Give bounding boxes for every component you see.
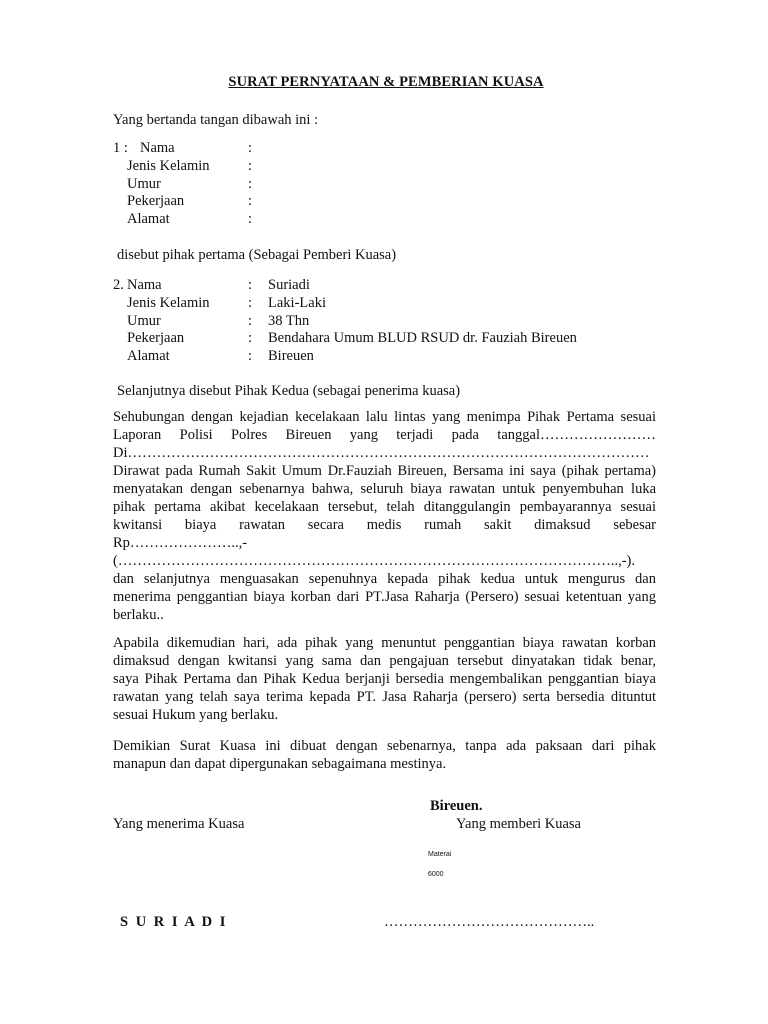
liability-paragraph [113,634,656,724]
paragraph-line: pihak pertama akibat kecelakaan tersebut, telah ditanggulangin pembayarannya sesuai [113,499,656,515]
field-value: Laki-Laki [268,295,326,311]
paragraph-line: sesuai Hukum yang berlaku. [113,707,279,723]
field-label: Pekerjaan [127,193,185,209]
field-colon: : [248,211,253,227]
field-colon: : [248,295,253,311]
field-colon: : [248,158,253,174]
paragraph-line: (…………………………………………………………………………………………..,-). [113,553,635,569]
field-value: 38 Thn [268,313,310,329]
paragraph-line: Sehubungan dengan kejadian kecelakaan lalu lintas yang menimpa Pihak Pertama sesuai [113,409,656,425]
party2-number: 2. [113,277,124,293]
field-colon: : [248,313,253,329]
document-title: SURAT PERNYATAAN & PEMBERIAN KUASA [228,74,544,90]
field-value: Suriadi [268,277,310,293]
field-label: Umur [127,176,161,192]
paragraph-line: rawatan yang telah saya terima kepada PT. Jasa Raharja (persero) serta bersedia dituntut [113,689,656,705]
paragraph-line: Laporan Polisi Polres Bireuen yang terjadi pada tanggal…………………… [113,427,656,443]
statement-paragraph [113,408,656,624]
paragraph-line: Demikian Surat Kuasa ini dibuat dengan sebenarnya, tanpa ada paksaan dari pihak [113,738,656,754]
paragraph-line: Apabila dikemudian hari, ada pihak yang menuntut penggantian biaya rawatan korban [113,635,656,651]
paragraph-line: menerima penggantian biaya korban dari PT.Jasa Raharja (Persero) sesuai ketentuan yang [113,589,656,605]
field-label: Jenis Kelamin [127,295,210,311]
field-colon: : [248,330,253,346]
field-label: Umur [127,313,161,329]
party1-number: 1 : [113,140,128,156]
intro-text: Yang bertanda tangan dibawah ini : [113,112,319,128]
field-label: Nama [140,140,175,156]
stamp-value: 6000 [428,871,444,878]
field-colon: : [248,193,253,209]
giver-name-placeholder: …………………………………….. [384,914,595,930]
signature-place: Bireuen. [430,798,483,814]
field-colon: : [248,348,253,364]
paragraph-line: kwitansi biaya rawatan secara medis rumah sakit dimaksud sebesar [113,517,656,533]
receiver-label: Yang menerima Kuasa [113,816,245,832]
paragraph-line: saya Pihak Pertama dan Pihak Kedua berjanji bersedia mengembalikan penggantian biaya [113,671,656,687]
closing-paragraph [113,737,656,773]
paragraph-line: dimaksud dengan kwitansi yang sama dan pengajuan tersebut dinyatakan tidak benar, [113,653,656,669]
paragraph-line: manapun dan dapat dipergunakan sebagaimana mestinya. [113,756,447,772]
stamp-label: Materai [428,851,452,858]
party1-designation: disebut pihak pertama (Sebagai Pemberi Kuasa) [117,247,397,263]
paragraph-line: Rp…………………..,- [113,535,248,551]
field-value: Bendahara Umum BLUD RSUD dr. Fauziah Bireuen [268,330,577,346]
party2-designation: Selanjutnya disebut Pihak Kedua (sebagai penerima kuasa) [117,383,461,399]
field-label: Jenis Kelamin [127,158,210,174]
field-label: Nama [127,277,162,293]
field-label: Pekerjaan [127,330,185,346]
field-colon: : [248,277,253,293]
paragraph-line: Di……………………………………………………………………………………………… [113,445,650,461]
field-label: Alamat [127,211,170,227]
paragraph-line: dan selanjutnya menguasakan sepenuhnya kepada pihak kedua untuk mengurus dan [113,571,656,587]
paragraph-line: menyatakan dengan sebenarnya bahwa, seluruh biaya rawatan untuk penyembuhan luka [113,481,656,497]
receiver-name: S U R I A D I [120,914,228,930]
paragraph-line: Dirawat pada Rumah Sakit Umum Dr.Fauziah Bireuen, Bersama ini saya (pihak pertama) [113,463,656,479]
field-colon: : [248,176,253,192]
field-colon: : [248,140,253,156]
field-label: Alamat [127,348,170,364]
field-value: Bireuen [268,348,314,364]
paragraph-line: berlaku.. [113,607,164,623]
giver-label: Yang memberi Kuasa [456,816,581,832]
